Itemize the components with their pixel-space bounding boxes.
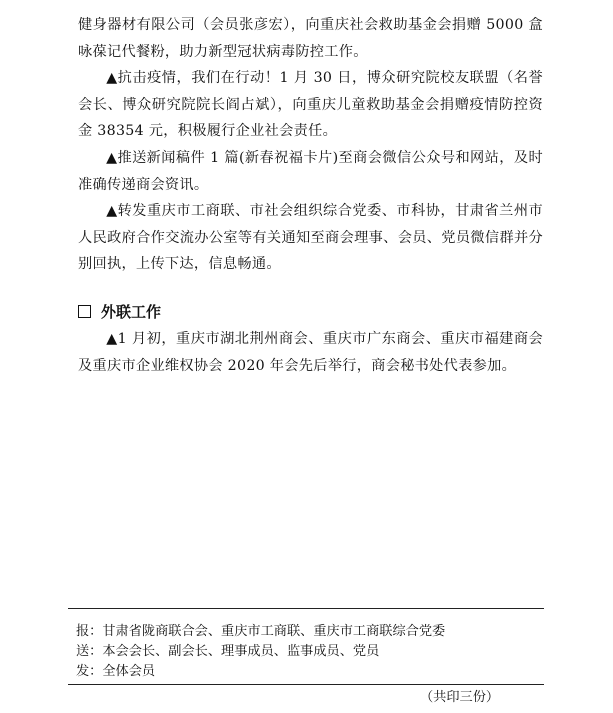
paragraph-text: ▲转发重庆市工商联、市社会组织综合党委、市科协，甘肃省兰州市人民政府合作交流办公室等有关通知至商会理事、会员、党员微信群并分别回执，上传下达，信息畅通。 [78, 203, 543, 272]
paragraph-text: ▲抗击疫情，我们在行动！1 月 30 日，博众研究院校友联盟（名誉会长、博众研究院院长阎占斌），向重庆儿童救助基金会捐赠疫情防控资金 38354 元，积极履行企业社会责任。 [78, 70, 543, 139]
paragraph-text: 健身器材有限公司（会员张彦宏），向重庆社会救助基金会捐赠 5000 盒咏葆记代餐粉，助力新型冠状病毒防控工作。 [78, 17, 543, 60]
section-title: 外联工作 [101, 303, 162, 321]
footer-send-to: 送：本会会长、副会长、理事成员、监事成员、党员 [76, 644, 380, 659]
paragraph-text: ▲1 月初，重庆市湖北荆州商会、重庆市广东商会、重庆市福建商会及重庆市企业维权协会 2020 年会先后举行，商会秘书处代表参加。 [78, 331, 543, 374]
paragraph-donation-meal [78, 12, 543, 65]
footer-report-to: 报：甘肃省陇商联合会、重庆市工商联、重庆市工商联综合党委 [76, 624, 446, 639]
checkbox-square-icon [78, 305, 91, 318]
paragraph-epidemic-donation [78, 65, 543, 145]
paragraph-text: ▲推送新闻稿件 1 篇(新春祝福卡片)至商会微信公众号和网站，及时准确传递商会资讯。 [78, 150, 543, 193]
paragraph-news-release [78, 145, 543, 198]
paragraph-forward-notices [78, 198, 543, 278]
footer-bottom-divider [68, 684, 544, 685]
paragraph-external-liaison [78, 326, 543, 379]
print-count: （共印三份） [420, 690, 500, 705]
footer-distribute-to: 发：全体会员 [76, 664, 156, 679]
footer-top-divider [68, 608, 544, 609]
section-heading [78, 300, 161, 324]
